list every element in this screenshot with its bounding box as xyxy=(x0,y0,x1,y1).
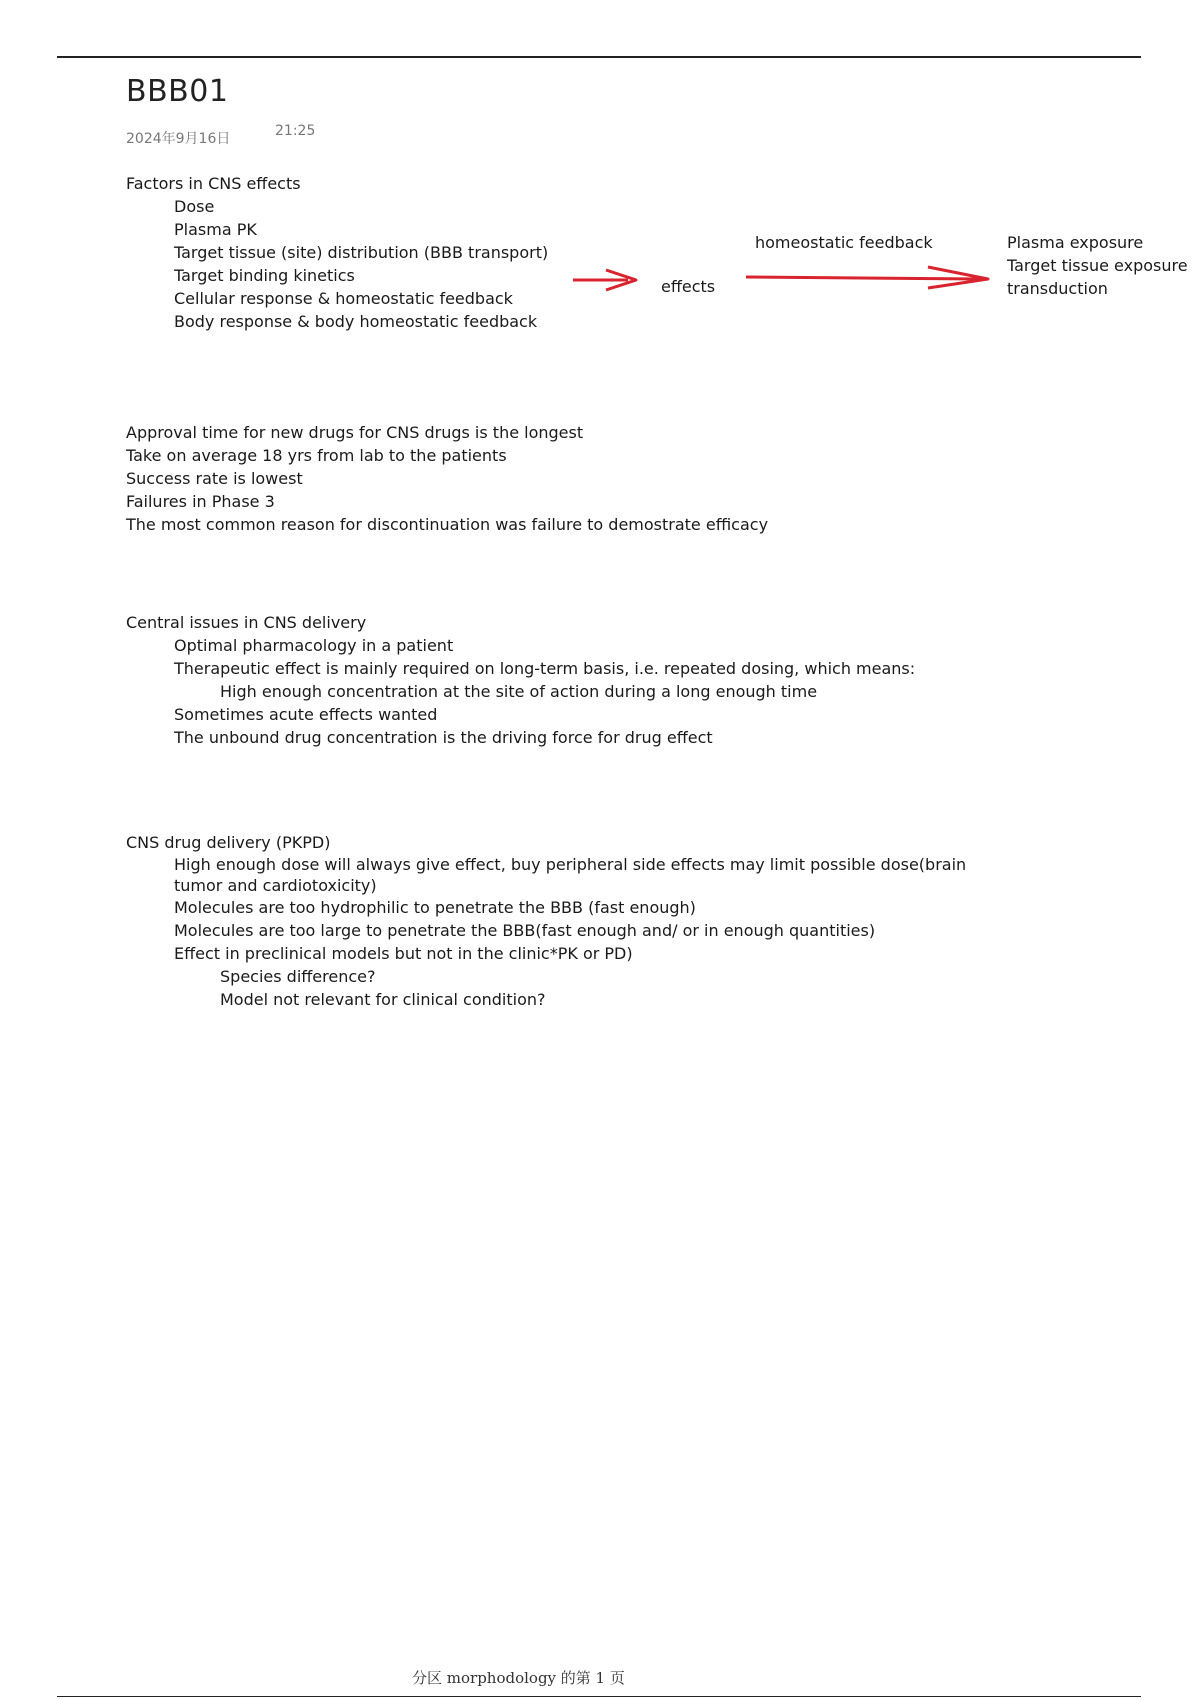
list-item: Molecules are too hydrophilic to penetrate the BBB (fast enough) xyxy=(174,898,696,917)
central-heading: Central issues in CNS delivery xyxy=(126,613,367,632)
list-item: Body response & body homeostatic feedback xyxy=(174,312,538,331)
list-item: The most common reason for discontinuation was failure to demostrate efficacy xyxy=(126,515,769,534)
page-title: BBB01 xyxy=(126,74,229,109)
page-footer: 分区 morphodology 的第 1 页 xyxy=(412,1669,625,1687)
list-item: Take on average 18 yrs from lab to the patients xyxy=(126,446,507,465)
list-item: Sometimes acute effects wanted xyxy=(174,705,438,724)
central-section xyxy=(126,611,915,749)
arrow-to-effects xyxy=(573,270,636,290)
list-item: Molecules are too large to penetrate the BBB(fast enough and/ or in enough quantities) xyxy=(174,921,876,940)
note-date: 2024年9月16日 xyxy=(126,131,231,147)
effects-label: effects xyxy=(661,277,716,296)
list-item: Target binding kinetics xyxy=(174,266,355,285)
list-item: Success rate is lowest xyxy=(126,469,303,488)
approval-section xyxy=(126,421,768,536)
list-subitem: Model not relevant for clinical condition? xyxy=(220,990,546,1009)
list-item: Therapeutic effect is mainly required on long-term basis, i.e. repeated dosing, which means: xyxy=(174,659,916,678)
note-time: 21:25 xyxy=(275,123,316,139)
list-subitem: Species difference? xyxy=(220,967,376,986)
outcome-item: Target tissue exposure xyxy=(1007,256,1188,275)
list-item: Failures in Phase 3 xyxy=(126,492,275,511)
list-item: Target tissue (site) distribution (BBB transport) xyxy=(174,243,549,262)
outcome-item: transduction xyxy=(1007,279,1108,298)
list-item: Plasma PK xyxy=(174,220,257,239)
list-subitem: High enough concentration at the site of action during a long enough time xyxy=(220,682,818,701)
pkpd-section xyxy=(126,831,994,1011)
list-item: Approval time for new drugs for CNS drugs is the longest xyxy=(126,423,584,442)
bottom-rule xyxy=(57,1696,1141,1697)
outcome-item: Plasma exposure xyxy=(1007,233,1144,252)
list-item: Dose xyxy=(174,197,215,216)
list-item: Optimal pharmacology in a patient xyxy=(174,636,454,655)
feedback-label: homeostatic feedback xyxy=(755,233,933,252)
list-item: The unbound drug concentration is the driving force for drug effect xyxy=(174,728,713,747)
list-item: Effect in preclinical models but not in the clinic*PK or PD) xyxy=(174,944,633,963)
factors-heading: Factors in CNS effects xyxy=(126,174,301,193)
list-item: High enough dose will always give effect, buy peripheral side effects may limit possible dose(brain tumor and cardiotoxicity) xyxy=(174,855,967,895)
list-item: Cellular response & homeostatic feedback xyxy=(174,289,513,308)
arrow-to-outcomes xyxy=(746,267,988,288)
outcomes-list xyxy=(1007,231,1188,300)
pkpd-heading: CNS drug delivery (PKPD) xyxy=(126,833,331,852)
